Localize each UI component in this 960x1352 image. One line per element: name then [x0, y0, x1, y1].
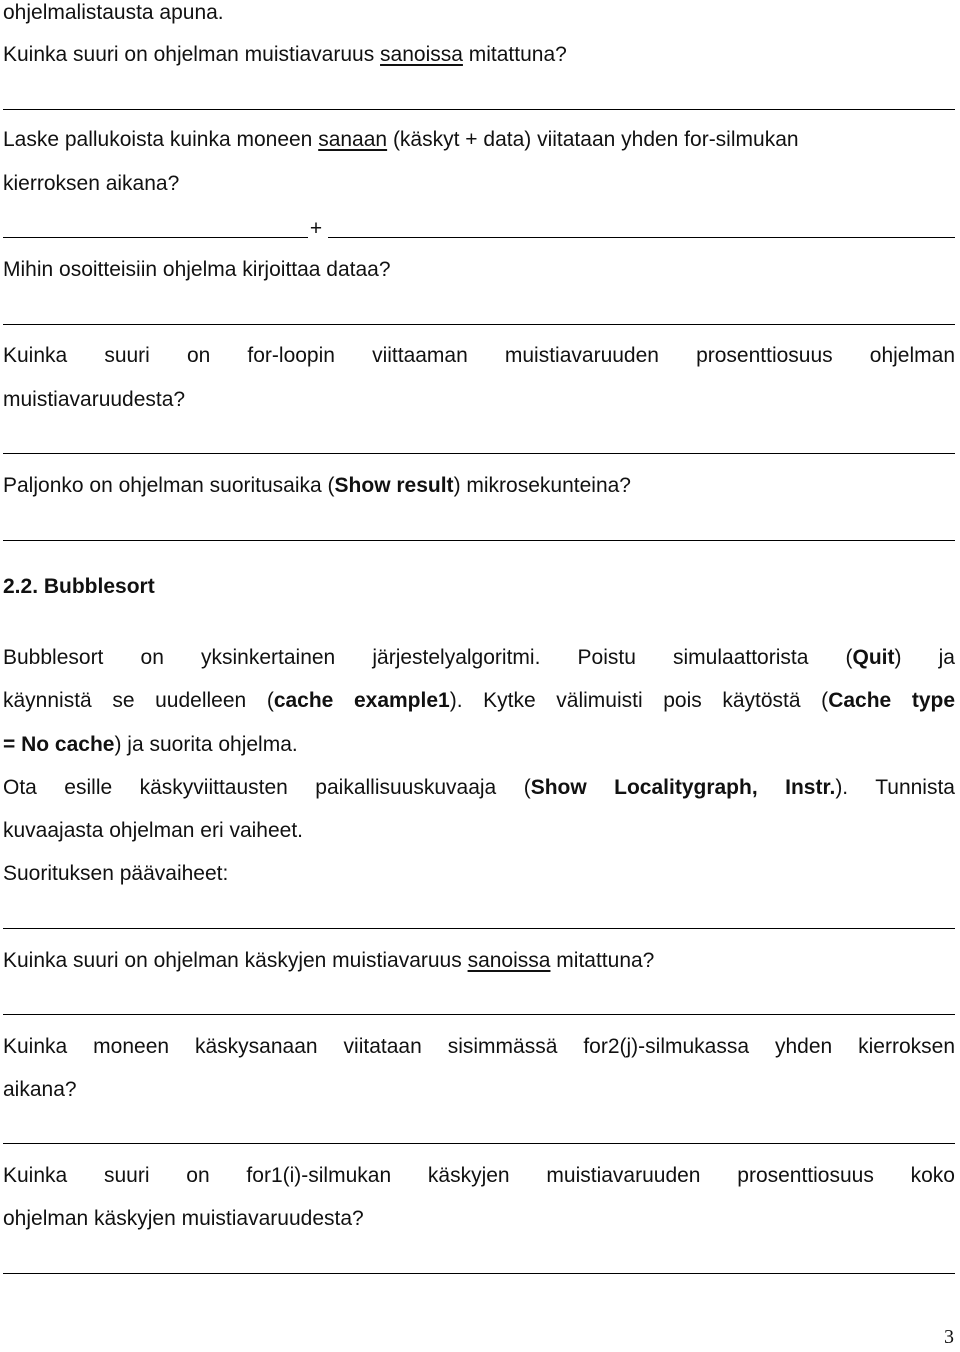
paragraph-line [3, 732, 955, 758]
text: Kuinka moneen käskysanaan viitataan sisimmässä for2(j)-silmukassa yhden kierroksen [3, 1035, 955, 1058]
text: Kuinka suuri on ohjelman muistiavaruus [3, 43, 381, 66]
question-line [3, 1163, 955, 1189]
bold-text: cache example1 [273, 689, 450, 712]
text: ohjelman käskyjen muistiavaruudesta? [3, 1207, 364, 1230]
answer-line [3, 1014, 955, 1015]
text: + [309, 217, 323, 240]
text: ) ja [894, 646, 955, 669]
text-line [3, 0, 955, 26]
answer-line [3, 928, 955, 929]
paragraph-line [3, 775, 955, 801]
text: Ota esille käskyviittausten paikallisuuskuvaaja ( [3, 776, 531, 799]
text: ). Tunnista [835, 776, 955, 799]
answer-line [3, 324, 955, 325]
paragraph-line [3, 818, 955, 844]
question-line [3, 42, 955, 68]
answer-line-right [328, 237, 955, 238]
underlined-text: sanaan [318, 128, 388, 151]
text: muistiavaruudesta? [3, 388, 186, 411]
text: Kuinka suuri on for-loopin viittaaman muistiavaruuden prosenttiosuus ohjelman [3, 344, 955, 367]
text: Kuinka suuri on for1(i)-silmukan käskyjen muistiavaruuden prosenttiosuus koko [3, 1164, 955, 1187]
bold-text: Show Localitygraph, Instr. [530, 776, 836, 799]
answer-line [3, 109, 955, 110]
answer-line [3, 540, 955, 541]
question-line [3, 1077, 955, 1103]
text: ohjelmalistausta apuna. [3, 1, 224, 24]
text: kuvaajasta ohjelman eri vaiheet. [3, 819, 304, 842]
text: Mihin osoitteisiin ohjelma kirjoittaa dataa? [3, 258, 391, 281]
underlined-text: sanoissa [380, 43, 463, 66]
question-line [3, 127, 955, 153]
text: Bubblesort on yksinkertainen järjestelyalgoritmi. Poistu simulaattorista ( [3, 646, 853, 669]
text: Suorituksen päävaiheet: [3, 862, 229, 885]
answer-line [3, 453, 955, 454]
paragraph-line [3, 645, 955, 671]
paragraph-line [3, 861, 955, 887]
text: Kuinka suuri on ohjelman käskyjen muistiavaruus [3, 949, 468, 972]
bold-text: = No cache [3, 733, 115, 756]
bold-text: Cache type [828, 689, 956, 712]
answer-line-left [3, 237, 308, 238]
plus-sign [306, 216, 326, 242]
answer-line [3, 1143, 955, 1144]
paragraph-line [3, 688, 955, 714]
text: aikana? [3, 1078, 77, 1101]
text: käynnistä se uudelleen ( [3, 689, 274, 712]
text: ) ja suorita ohjelma. [114, 733, 298, 756]
question-line [3, 1034, 955, 1060]
question-line [3, 343, 955, 369]
text: (käskyt + data) viitataan yhden for-silmukan [387, 128, 799, 151]
question-line [3, 171, 955, 197]
text: kierroksen aikana? [3, 172, 180, 195]
text: ) mikrosekunteina? [453, 474, 631, 497]
section-heading [3, 574, 955, 600]
text: Laske pallukoista kuinka moneen [3, 128, 319, 151]
question-line [3, 257, 955, 283]
text: ). Kytke välimuisti pois käytöstä ( [449, 689, 829, 712]
underlined-text: sanoissa [467, 949, 551, 972]
question-line [3, 1206, 955, 1232]
question-line [3, 387, 955, 413]
page-number: 3 [944, 1326, 954, 1348]
bold-text: Quit [852, 646, 895, 669]
text: Paljonko on ohjelman suoritusaika ( [3, 474, 335, 497]
answer-line [3, 1273, 955, 1274]
text: mitattuna? [550, 949, 655, 972]
bold-text: Show result [334, 474, 454, 497]
question-line [3, 948, 955, 974]
text: 2.2. Bubblesort [3, 575, 155, 598]
text: mitattuna? [462, 43, 567, 66]
question-line [3, 473, 955, 499]
